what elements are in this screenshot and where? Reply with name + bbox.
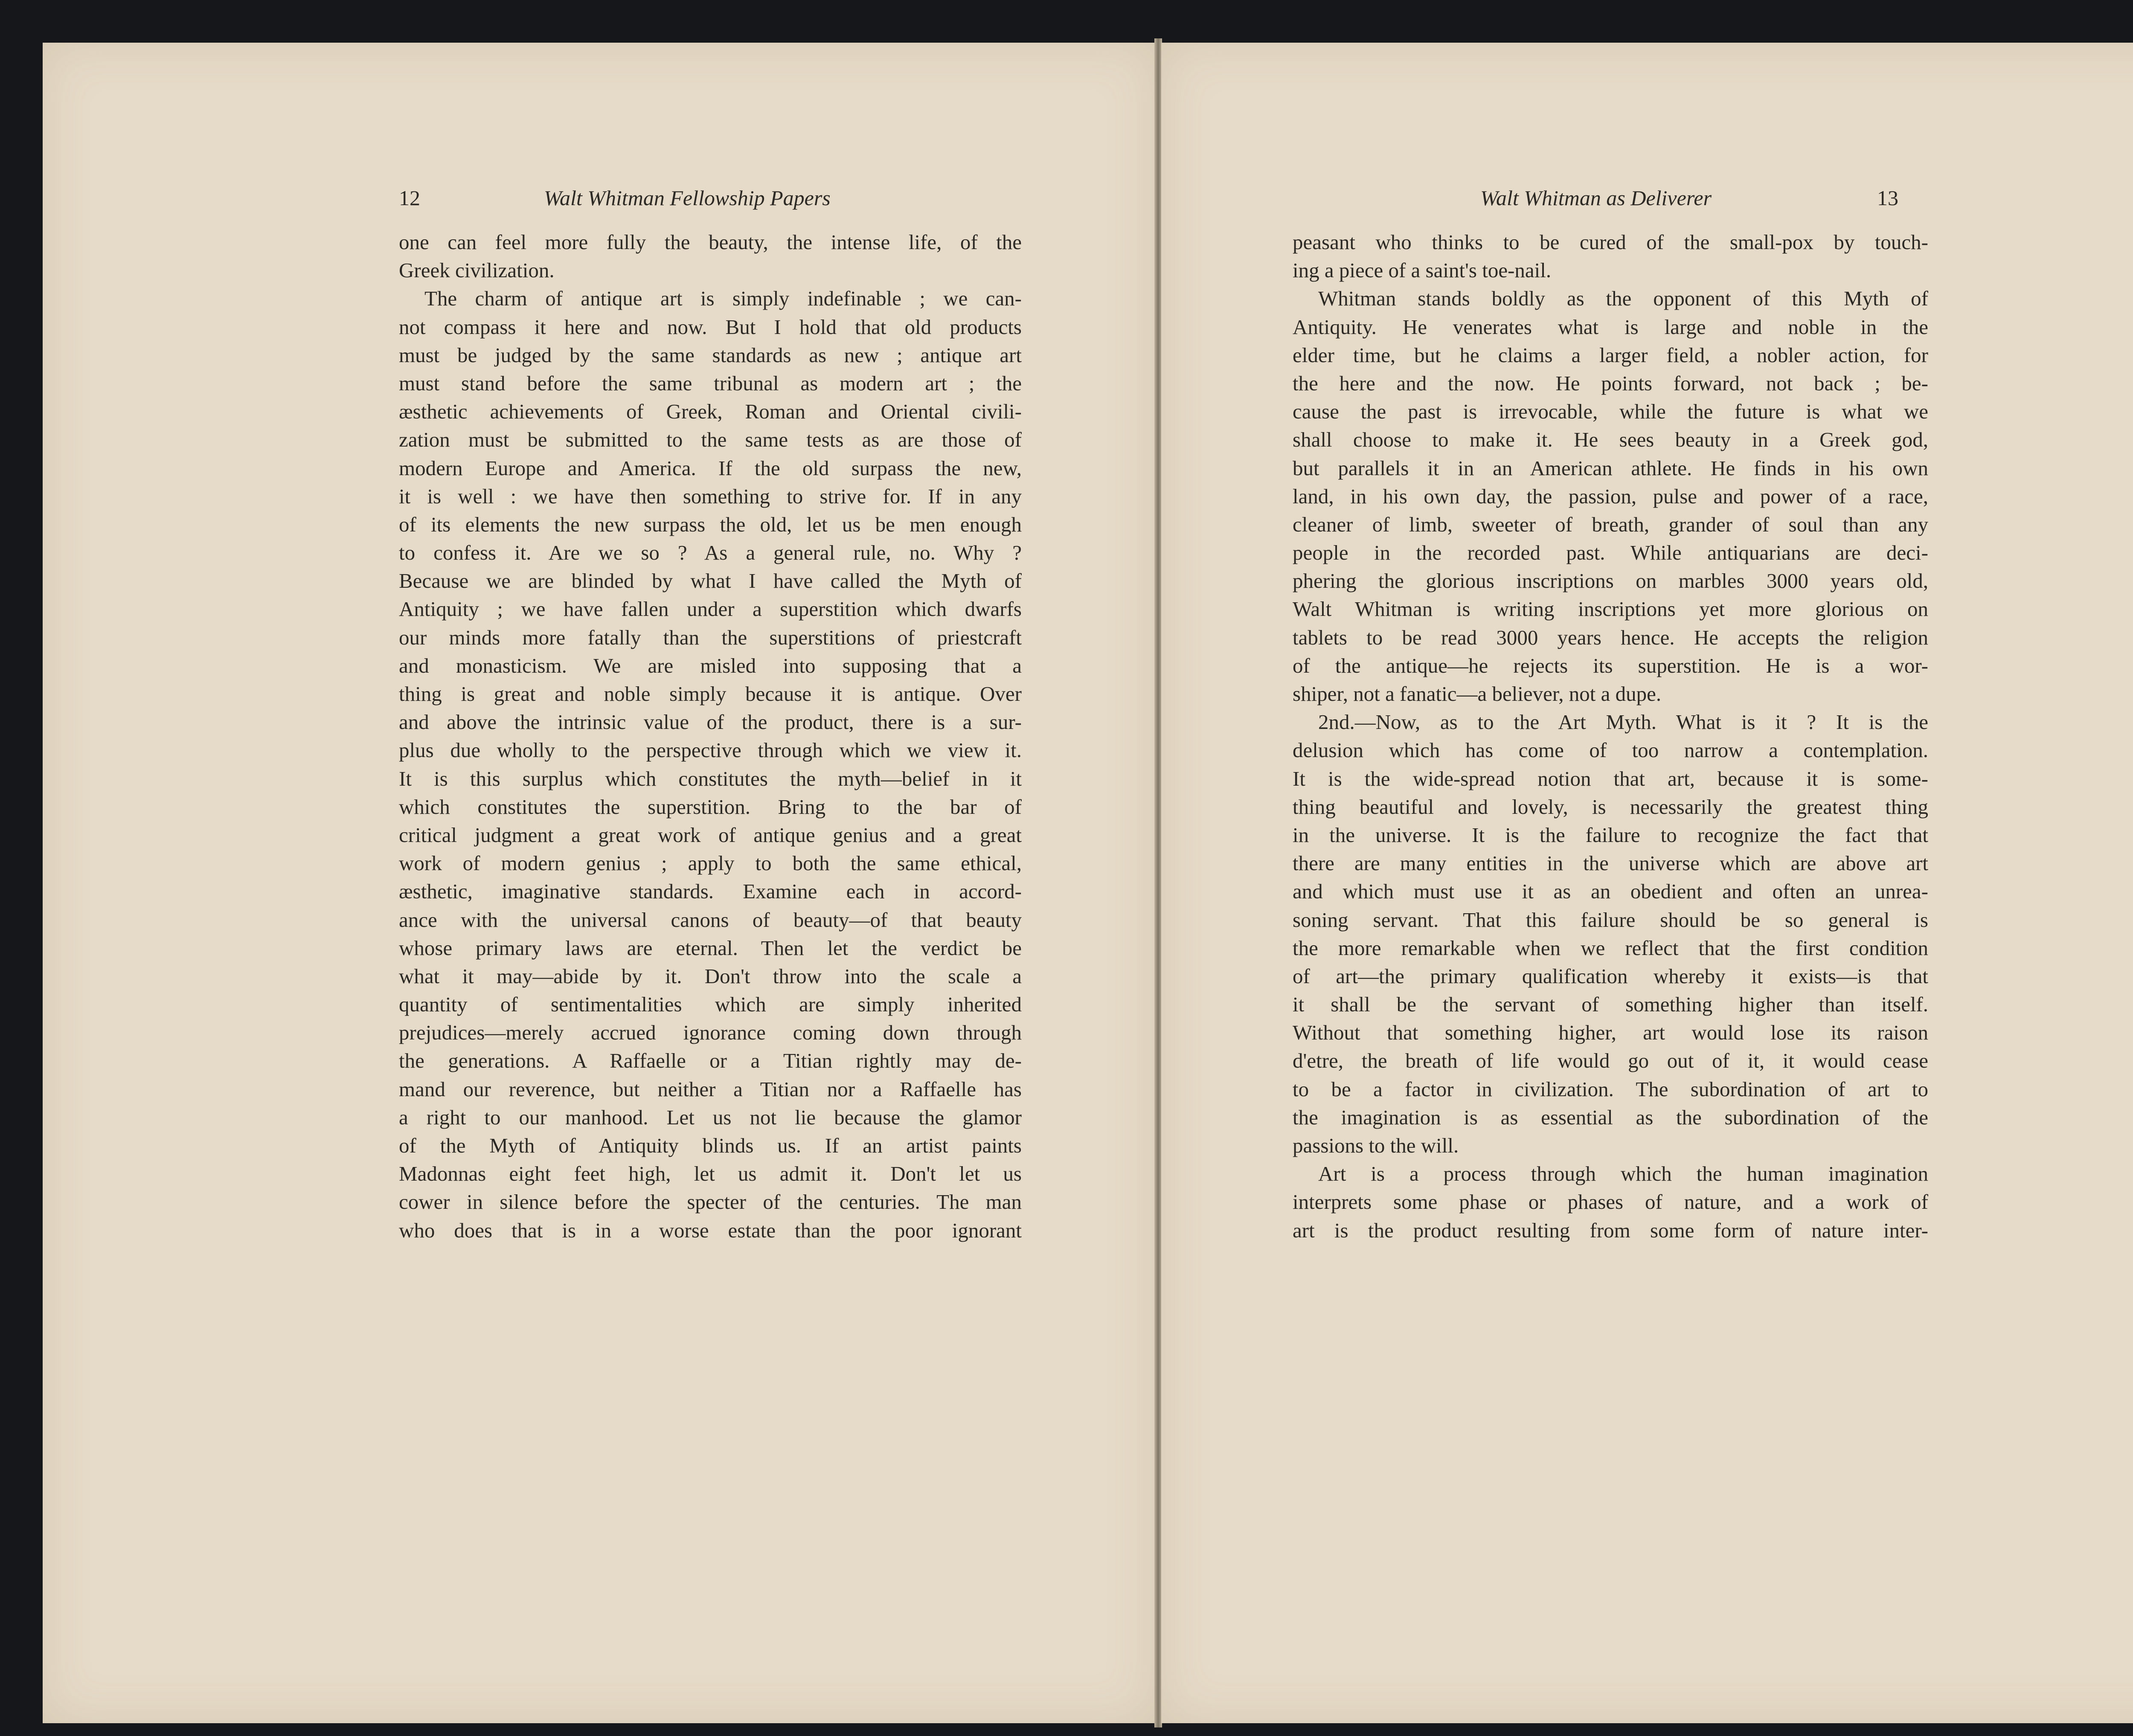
text-line-content: whose primary laws are eternal. Then let the verdict be [399, 936, 1022, 960]
text-line [399, 1103, 1022, 1132]
text-line-content: cleaner of limb, sweeter of breath, grander of soul than any [1293, 512, 1928, 536]
text-line-content: the here and the now. He points forward, not back ; be- [1293, 371, 1928, 395]
text-line [1293, 877, 1928, 906]
text-line-content: cause the past is irrevocable, while the future is what we [1293, 400, 1928, 424]
text-line-content: passions to the will. [1293, 1134, 1459, 1157]
text-line-content: peasant who thinks to be cured of the small-pox by touch- [1293, 230, 1928, 254]
text-line [1293, 765, 1928, 793]
text-line [399, 1132, 1022, 1160]
text-line [1293, 990, 1928, 1019]
text-line [399, 652, 1022, 680]
text-line [1293, 680, 1928, 708]
text-line [1293, 595, 1928, 623]
text-line [399, 624, 1022, 652]
text-line [399, 765, 1022, 793]
text-line-content: æsthetic achievements of Greek, Roman and Oriental civili- [399, 400, 1022, 424]
text-line [399, 398, 1022, 426]
text-line [399, 482, 1022, 511]
text-line-content: must stand before the same tribunal as modern art ; the [399, 371, 1022, 395]
text-line-content: must be judged by the same standards as new ; antique art [399, 343, 1022, 367]
text-line-content: and which must use it as an obedient and often an unrea- [1293, 880, 1928, 903]
text-line-content: thing is great and noble simply because it is antique. Over [399, 682, 1022, 705]
text-line-content: Antiquity ; we have fallen under a superstition which dwarfs [399, 597, 1022, 621]
text-line-content: it is well : we have then something to strive for. If in any [399, 484, 1022, 508]
text-line-content: to be a factor in civilization. The subordination of art to [1293, 1077, 1928, 1101]
text-line [399, 313, 1022, 341]
text-line [399, 426, 1022, 454]
text-line [1293, 652, 1928, 680]
text-line [399, 454, 1022, 482]
text-line [1293, 1047, 1928, 1075]
text-line [399, 256, 1022, 284]
text-line [399, 849, 1022, 877]
text-line [1293, 1132, 1928, 1160]
text-line-content: interprets some phase or phases of nature, and a work of [1293, 1190, 1928, 1214]
text-line-content: critical judgment a great work of antique genius and a great [399, 823, 1022, 847]
text-line [399, 962, 1022, 990]
text-line-content: Walt Whitman is writing inscriptions yet more glorious on [1293, 597, 1928, 621]
text-line-content: modern Europe and America. If the old surpass the new, [399, 456, 1022, 480]
text-line-content: mand our reverence, but neither a Titian nor a Raffaelle has [399, 1077, 1022, 1101]
text-line [399, 990, 1022, 1019]
text-line [1293, 1103, 1928, 1132]
right-page-number: 13 [1877, 186, 1898, 210]
text-line [1293, 906, 1928, 934]
text-line-content: d'etre, the breath of life would go out of it, it would cease [1293, 1049, 1928, 1073]
text-line [1293, 821, 1928, 849]
text-line-content: land, in his own day, the passion, pulse and power of a race, [1293, 484, 1928, 508]
text-line-content: of its elements the new surpass the old, let us be men enough [399, 512, 1022, 536]
text-line-content: and above the intrinsic value of the product, there is a sur- [399, 710, 1022, 734]
text-line [1293, 962, 1928, 990]
text-line-content: thing beautiful and lovely, is necessarily the greatest thing [1293, 795, 1928, 819]
text-line-content: tablets to be read 3000 years hence. He accepts the religion [1293, 625, 1928, 649]
text-line-content: but parallels it in an American athlete. He finds in his own [1293, 456, 1928, 480]
text-line-content: shall choose to make it. He sees beauty in a Greek god, [1293, 428, 1928, 452]
text-line [1293, 1188, 1928, 1216]
text-line-content: prejudices—merely accrued ignorance coming down through [399, 1021, 1022, 1045]
text-line-content: Because we are blinded by what I have called the Myth of [399, 569, 1022, 593]
text-line-content: the generations. A Raffaelle or a Titian rightly may de- [399, 1049, 1022, 1073]
text-line [399, 1160, 1022, 1188]
text-line [399, 1047, 1022, 1075]
text-line [399, 877, 1022, 906]
text-line-content: Antiquity. He venerates what is large and noble in the [1293, 315, 1928, 339]
text-line [1293, 426, 1928, 454]
left-page-header [399, 186, 1022, 215]
text-line-content: Without that something higher, art would lose its raison [1293, 1021, 1928, 1045]
text-line [1293, 454, 1928, 482]
text-line [399, 680, 1022, 708]
text-line-content: the more remarkable when we reflect that the first condition [1293, 936, 1928, 960]
text-line-content: work of modern genius ; apply to both the same ethical, [399, 851, 1022, 875]
text-line [1293, 511, 1928, 539]
text-line [399, 736, 1022, 764]
text-line-content: ance with the universal canons of beauty—of that beauty [399, 908, 1022, 932]
text-line-content: It is the wide-spread notion that art, because it is some- [1293, 766, 1928, 790]
text-line [399, 369, 1022, 398]
text-line [399, 511, 1022, 539]
text-line-content: Whitman stands boldly as the opponent of this Myth of [1318, 287, 1928, 311]
text-line-content: the imagination is as essential as the subordination of the [1293, 1105, 1928, 1129]
text-line [399, 1216, 1022, 1245]
text-line-content: shiper, not a fanatic—a believer, not a dupe. [1293, 682, 1662, 705]
text-line-content: who does that is in a worse estate than the poor ignorant [399, 1218, 1022, 1242]
text-line [1293, 313, 1928, 341]
text-line [1293, 228, 1928, 256]
text-line-content: a right to our manhood. Let us not lie because the glamor [399, 1105, 1022, 1129]
text-line [399, 567, 1022, 595]
left-running-head: Walt Whitman Fellowship Papers [544, 186, 831, 210]
text-line [399, 1019, 1022, 1047]
text-line-content: there are many entities in the universe which are above art [1293, 851, 1928, 875]
text-line [1293, 369, 1928, 398]
text-line-content: not compass it here and now. But I hold that old products [399, 315, 1022, 339]
text-line-content: It is this surplus which constitutes the myth—belief in it [399, 766, 1022, 790]
text-line [1293, 482, 1928, 511]
text-line-content: elder time, but he claims a larger field, a nobler action, for [1293, 343, 1928, 367]
text-line-content: people in the recorded past. While antiquarians are deci- [1293, 541, 1928, 565]
text-line [1293, 284, 1928, 313]
text-line [1293, 1216, 1928, 1245]
text-line-content: our minds more fatally than the superstitions of priestcraft [399, 625, 1022, 649]
text-line [1293, 1160, 1928, 1188]
text-line-content: and monasticism. We are misled into supposing that a [399, 653, 1022, 677]
text-line-content: what it may—abide by it. Don't throw into the scale a [399, 964, 1022, 988]
text-line [1293, 934, 1928, 962]
text-line-content: Art is a process through which the human imagination [1318, 1162, 1928, 1186]
text-line [399, 708, 1022, 736]
text-line-content: of the Myth of Antiquity blinds us. If an artist paints [399, 1134, 1022, 1157]
text-line [1293, 849, 1928, 877]
text-line [399, 906, 1022, 934]
text-line-content: it shall be the servant of something higher than itself. [1293, 993, 1928, 1016]
right-running-head: Walt Whitman as Deliverer [1480, 186, 1712, 210]
text-line-content: æsthetic, imaginative standards. Examine each in accord- [399, 880, 1022, 903]
text-line [399, 228, 1022, 256]
right-page-text [1293, 228, 1928, 1245]
text-line [399, 539, 1022, 567]
text-line [399, 934, 1022, 962]
text-line-content: soning servant. That this failure should be so general is [1293, 908, 1928, 932]
text-line [399, 595, 1022, 623]
text-line-content: The charm of antique art is simply indefinable ; we can- [424, 287, 1022, 311]
text-line [399, 793, 1022, 821]
text-line-content: zation must be submitted to the same tests as are those of [399, 428, 1022, 452]
text-line-content: phering the glorious inscriptions on marbles 3000 years old, [1293, 569, 1928, 593]
text-line-content: 2nd.—Now, as to the Art Myth. What is it ? It is the [1318, 710, 1928, 734]
text-line [1293, 624, 1928, 652]
text-line [399, 284, 1022, 313]
right-page-header [1293, 186, 1937, 215]
text-line [1293, 567, 1928, 595]
text-line [1293, 256, 1928, 284]
text-line [1293, 539, 1928, 567]
text-line [1293, 1075, 1928, 1103]
text-line-content: which constitutes the superstition. Bring to the bar of [399, 795, 1022, 819]
text-line-content: ing a piece of a saint's toe-nail. [1293, 258, 1552, 282]
left-page-number: 12 [399, 186, 420, 210]
left-page-text [399, 228, 1022, 1245]
text-line-content: of the antique—he rejects its superstition. He is a wor- [1293, 653, 1928, 677]
text-line [399, 341, 1022, 369]
text-line-content: Greek civilization. [399, 258, 555, 282]
text-line-content: Madonnas eight feet high, let us admit it. Don't let us [399, 1162, 1022, 1186]
text-line [399, 821, 1022, 849]
text-line [399, 1188, 1022, 1216]
text-line-content: plus due wholly to the perspective through which we view it. [399, 738, 1022, 762]
text-line-content: delusion which has come of too narrow a contemplation. [1293, 738, 1928, 762]
text-line-content: of art—the primary qualification whereby it exists—is that [1293, 964, 1928, 988]
text-line-content: quantity of sentimentalities which are simply inherited [399, 993, 1022, 1016]
text-line [1293, 1019, 1928, 1047]
text-line [1293, 793, 1928, 821]
text-line-content: art is the product resulting from some form of nature inter- [1293, 1218, 1928, 1242]
text-line [1293, 736, 1928, 764]
text-line-content: to confess it. Are we so ? As a general rule, no. Why ? [399, 541, 1022, 565]
text-line [399, 1075, 1022, 1103]
text-line-content: one can feel more fully the beauty, the intense life, of the [399, 230, 1022, 254]
text-line [1293, 708, 1928, 736]
text-line [1293, 341, 1928, 369]
text-line [1293, 398, 1928, 426]
text-line-content: cower in silence before the specter of the centuries. The man [399, 1190, 1022, 1214]
text-line-content: in the universe. It is the failure to recognize the fact that [1293, 823, 1928, 847]
